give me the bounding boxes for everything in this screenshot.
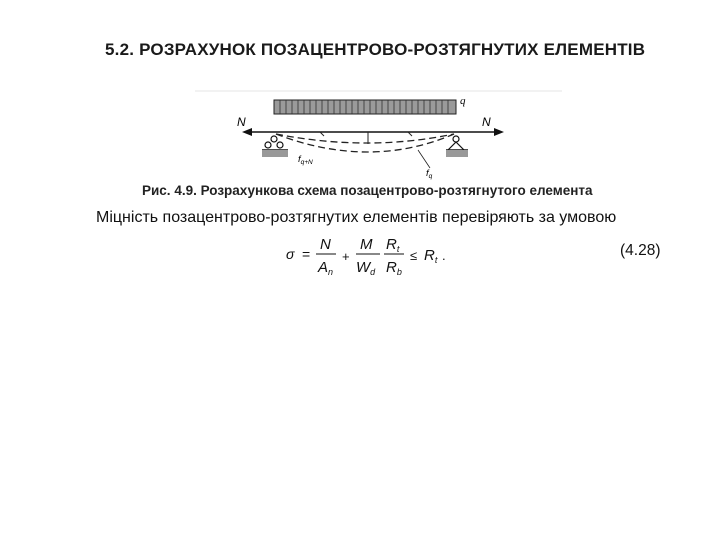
deflection-curve-qn [276,134,454,143]
formula-w-denominator: $W_d$ [356,259,376,277]
formula-equals: = [302,246,311,262]
formula-m-numerator: M [360,236,373,253]
formula-leq: ≤ [410,248,418,263]
formula-n-numerator: N [320,236,331,253]
load-label-q: q [460,95,466,107]
tension-arrow-left [242,128,252,136]
force-label-n-left: N [237,115,246,129]
formula-rt-numerator: $R_t$ [386,236,400,254]
deflection-label-fq: $f_q$ [426,168,433,180]
distributed-load [274,100,456,114]
leader-line-fq [418,150,430,168]
formula-a-denominator: $A_n$ [318,259,334,277]
formula-period: . [442,248,446,263]
formula-rt: $R_t$ [424,247,438,265]
figure-caption: Рис. 4.9. Розрахункова схема позацентрово-розтягнутого елемента [142,183,593,198]
force-label-n-right: N [482,115,491,129]
formula-plus: + [342,249,350,264]
beam-diagram [190,88,570,180]
support-left [262,136,288,157]
strength-formula [280,233,480,281]
formula-rb-denominator: $R_b$ [386,259,402,277]
section-heading: 5.2. РОЗРАХУНОК ПОЗАЦЕНТРОВО-РОЗТЯГНУТИХ ЕЛЕМЕНТІВ [105,40,646,59]
deflection-label-fqn: $f_{q+N}$ [298,154,313,166]
equation-number: (4.28) [620,242,661,259]
body-paragraph: Міцність позацентрово-розтягнутих елементів перевіряють за умовою [96,209,617,226]
tension-arrow-right [494,128,504,136]
support-right [446,136,468,157]
formula-sigma: σ [286,246,295,262]
